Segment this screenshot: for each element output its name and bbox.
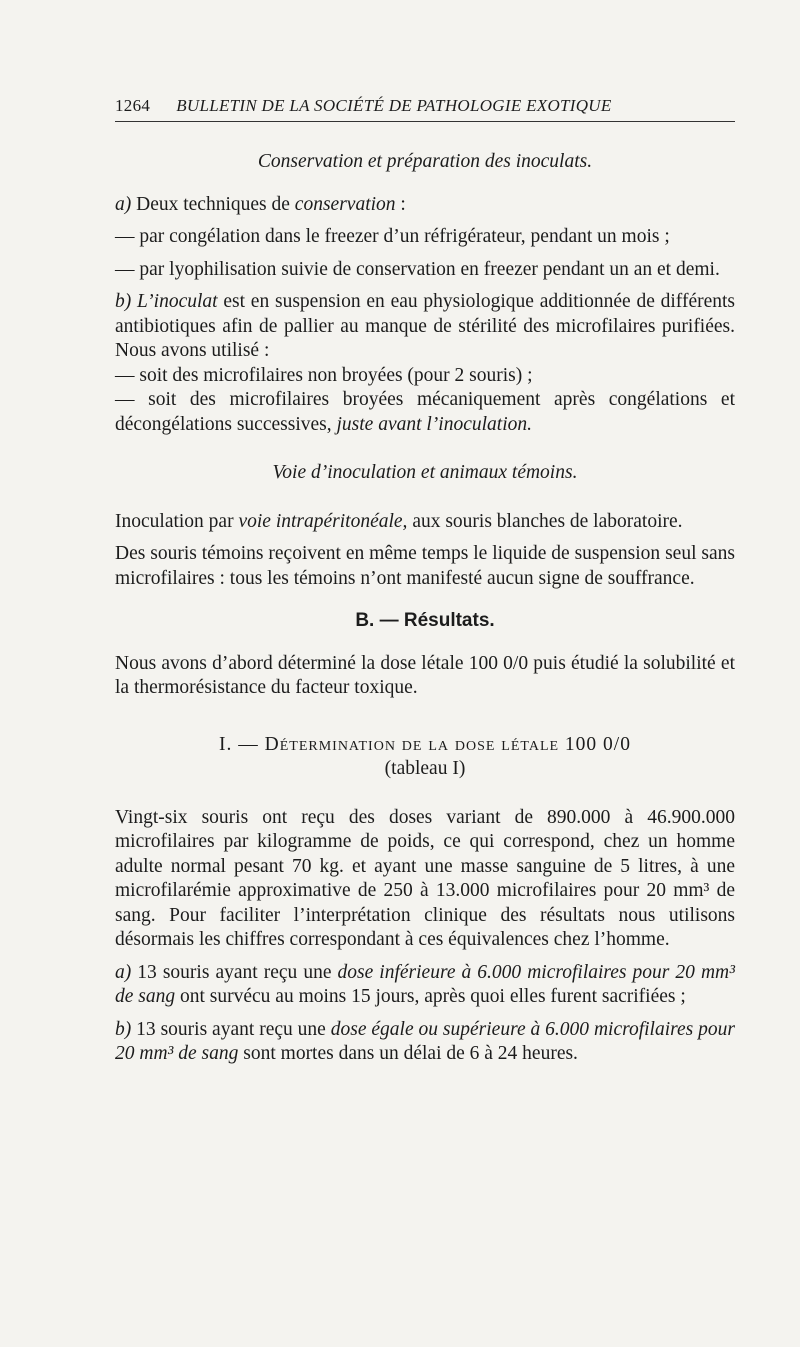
- paragraph-a: [115, 193, 735, 218]
- temoins-paragraph: Des souris témoins reçoivent en même temps le liquide de suspension seul sans microfilaires : tous les témoins n’ont manifesté aucun signe de souffrance.: [115, 543, 735, 589]
- label-b: b): [115, 291, 132, 312]
- dash-item-1: — par congélation dans le freezer d’un réfrigérateur, pendant un mois ;: [115, 226, 670, 247]
- dash4-italic: juste avant l’inoculation.: [336, 413, 532, 435]
- dash-item-2: — par lyophilisation suivie de conservation en freezer pendant un an et demi.: [115, 258, 720, 280]
- result-a: [115, 961, 735, 1010]
- tableau-reference: (tableau I): [384, 758, 466, 779]
- result-a-label: a): [115, 961, 132, 983]
- rb-start: 13 souris ayant reçu une: [131, 1018, 331, 1040]
- determination-heading: I. — Détermination de la dose létale 100 0/0: [219, 733, 631, 755]
- page-body: [115, 150, 735, 1067]
- running-header: [115, 96, 735, 116]
- resultats-paragraph: Nous avons d’abord déterminé la dose létale 100 0/0 puis étudié la solubilité et la thermorésistance du facteur toxique.: [115, 652, 735, 698]
- ra-italic: dose inférieure à 6.000 microfilaires pour 20 mm³ de sang: [115, 961, 735, 1007]
- text-a-end: :: [395, 193, 406, 215]
- ra-start: 13 souris ayant reçu une: [131, 961, 338, 983]
- rb-end: sont mortes dans un délai de 6 à 24 heures.: [238, 1043, 578, 1064]
- dash-item-3: — soit des microfilaires non broyées (pour 2 souris) ;: [115, 364, 533, 386]
- inoc-end: aux souris blanches de laboratoire.: [407, 510, 683, 532]
- ra-end: ont survécu au moins 15 jours, après quoi elles furent sacrifiées ;: [175, 986, 686, 1007]
- b-text: est en suspension en eau physiologique additionnée de différents antibiotiques afin de pallier au manque de stérilité des microfilaires purifiées. Nous avons utilisé :: [115, 291, 736, 361]
- text-a-italic: conservation: [294, 193, 396, 215]
- label-a: a): [115, 193, 132, 215]
- conservation-heading: Conservation et préparation des inoculats.: [257, 151, 593, 172]
- b-italic: L’inoculat: [137, 291, 218, 312]
- vingt-six-paragraph: Vingt-six souris ont reçu des doses variant de 890.000 à 46.900.000 microfilaires par kilogramme de poids, ce qui correspond, chez un homme adulte normal pesant 70 kg. et ayant une masse sanguine de 5 litres, à une microfilarémie approximative de 250 à 13.000 microfilaires pour 20 mm³ de sang. Pour faciliter l’interprétation clinique des résultats nous utilisons désormais les chiffres correspondant à ces équivalences chez l’homme.: [115, 806, 735, 950]
- dash4-start: — soit des microfilaires broyées mécaniquement après congélations et décongélations successives,: [115, 389, 735, 435]
- journal-title: BULLETIN DE LA SOCIÉTÉ DE PATHOLOGIE EXOTIQUE: [176, 96, 612, 115]
- result-b-label: b): [115, 1018, 132, 1040]
- voie-heading: Voie d’inoculation et animaux témoins.: [272, 462, 578, 483]
- rb-italic: dose égale ou supérieure à 6.000 microfilaires pour 20 mm³ de sang: [115, 1018, 735, 1064]
- inoc-start: Inoculation par: [115, 510, 239, 532]
- header-rule: [115, 121, 735, 122]
- resultats-heading: B. — Résultats.: [355, 610, 495, 631]
- page-number: 1264: [115, 96, 151, 115]
- inoc-italic: voie intrapéritonéale,: [238, 510, 408, 532]
- result-b: [115, 1018, 735, 1067]
- text-a-start: Deux techniques de: [136, 193, 295, 215]
- paragraph-b: [115, 290, 735, 364]
- dash-item-4: [115, 388, 735, 437]
- inoculation-paragraph: [115, 510, 735, 535]
